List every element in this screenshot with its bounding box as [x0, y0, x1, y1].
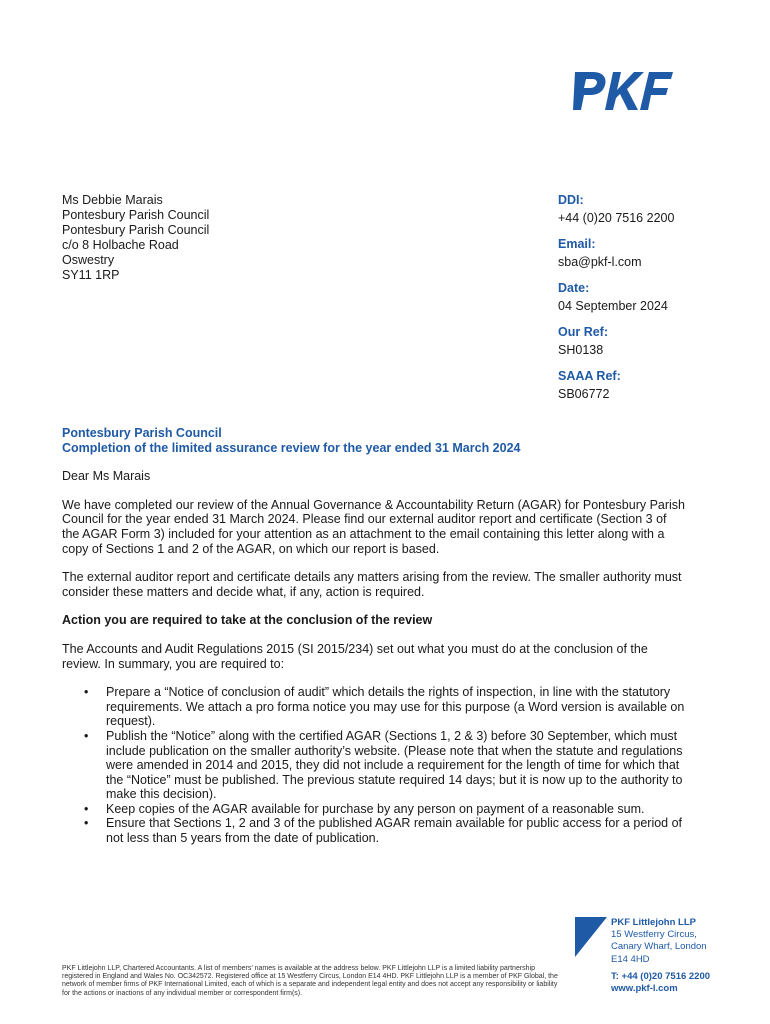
bullet-icon: • — [84, 801, 89, 816]
footer-address-line: E14 4HD — [611, 953, 650, 965]
paragraph: We have completed our review of the Annual Governance & Accountability Return (AGAR) for Pontesbury Parish Council for the year ended 31 March 2024. Please find our external auditor report and certificate (Section 3 of the AGAR Form 3) included for your attention as an attachment to the email containing this letter along with a copy of Sections 1 and 2 of the AGAR, on which our report is based. — [62, 497, 686, 556]
recipient-line: Oswestry — [62, 253, 115, 267]
subject-line-2: Completion of the limited assurance review for the year ended 31 March 2024 — [62, 440, 521, 455]
email-value[interactable]: sba@pkf-l.com — [558, 255, 642, 269]
list-item — [62, 685, 687, 729]
recipient-line: Pontesbury Parish Council — [62, 208, 210, 222]
ddi-label: DDI: — [558, 193, 584, 207]
bullet-icon: • — [84, 685, 89, 700]
footer-contact — [611, 917, 710, 995]
footer-firm-name: PKF Littlejohn LLP — [611, 917, 696, 928]
email-label: Email: — [558, 237, 596, 251]
list-item-text: Prepare a “Notice of conclusion of audit” which details the rights of inspection, in line with the statutory requirements. We attach a pro forma notice you may use for this purpose (a Word version is available on request). — [106, 685, 685, 729]
pkf-corner-mark-icon — [575, 917, 607, 957]
salutation: Dear Ms Marais — [62, 469, 151, 484]
date-label: Date: — [558, 281, 590, 295]
list-item-text: Ensure that Sections 1, 2 and 3 of the published AGAR remain available for public access for a period of not less than 5 years from the date of publication. — [106, 816, 683, 846]
footer-website-link[interactable]: www.pkf-l.com — [611, 983, 678, 995]
recipient-address — [62, 193, 209, 283]
our-ref-value: SH0138 — [558, 343, 604, 357]
action-intro: The Accounts and Audit Regulations 2015 (SI 2015/234) set out what you must do at the conclusion of the review. In summary, you are required to: — [62, 641, 648, 671]
list-item-text: Publish the “Notice” along with the certified AGAR (Sections 1, 2 & 3) before 30 September, which must include publication on the smaller authority’s website. (Please note that when the statute and regulations were amended in 2014 and 2015, they did not include a requirement for the length of time for which that the “Notice” must be published. The previous statute required 14 days; but it is now up to the authority to make this decision). — [106, 728, 683, 802]
footer-address-line: 15 Westferry Circus, — [611, 929, 697, 941]
list-item-text: Keep copies of the AGAR available for purchase by any person on payment of a reasonable sum. — [106, 801, 645, 816]
recipient-line: Pontesbury Parish Council — [62, 223, 210, 237]
footer-address-line: Canary Wharf, London — [611, 941, 707, 953]
date-value: 04 September 2024 — [558, 299, 668, 313]
subject-block — [62, 426, 687, 455]
bullet-icon: • — [84, 728, 89, 743]
list-item — [62, 802, 687, 817]
reference-block — [558, 193, 674, 413]
list-item — [62, 729, 687, 802]
bullet-icon: • — [84, 816, 89, 831]
footer-phone: T: +44 (0)20 7516 2200 — [611, 970, 711, 982]
recipient-line: Ms Debbie Marais — [62, 193, 163, 207]
footer-legal-text: PKF Littlejohn LLP, Chartered Accountants. A list of members’ names is available at the address below. PKF Littlejohn LLP is a limited liability partnership registered in England and Wales No. OC342572. Registered office at 15 Westferry Circus, London E14 4HD. PKF Littlejohn LLP is a member of PKF Global, the network of member firms of PKF International Limited, each of which is a separate and independent legal entity and does not accept any responsibility or liability for the actions or inactions of any individual member or correspondent firm(s). — [62, 965, 558, 997]
recipient-line: SY11 1RP — [62, 268, 120, 282]
our-ref-label: Our Ref: — [558, 325, 608, 339]
saaa-ref-label: SAAA Ref: — [558, 369, 621, 383]
subject-line-1: Pontesbury Parish Council — [62, 426, 222, 440]
paragraph: The external auditor report and certificate details any matters arising from the review. The smaller authority must consider these matters and decide what, if any, action is required. — [62, 570, 682, 599]
letter-body — [62, 426, 687, 846]
action-list — [62, 685, 687, 846]
list-item — [62, 816, 687, 845]
action-heading: Action you are required to take at the conclusion of the review — [62, 613, 433, 628]
pkf-logo — [573, 70, 673, 112]
ddi-value: +44 (0)20 7516 2200 — [558, 211, 675, 225]
recipient-line: c/o 8 Holbache Road — [62, 238, 179, 252]
saaa-ref-value: SB06772 — [558, 387, 610, 401]
